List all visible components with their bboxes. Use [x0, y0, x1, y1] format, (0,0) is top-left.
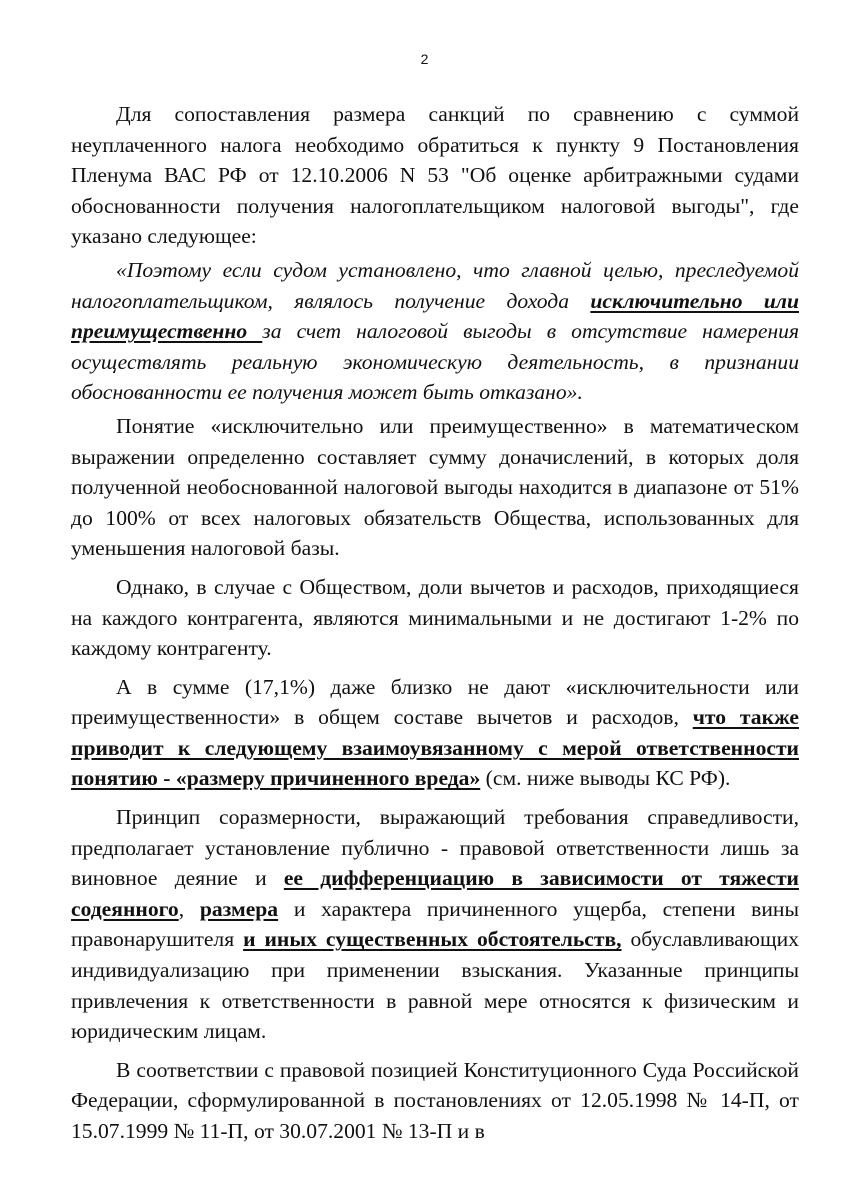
paragraph-3: Понятие «исключительно или преимущественно» в математическом выражении определенно составляет сумму доначислений, в которых доля полученной необоснованной налоговой выгоды находится в диапазоне от 51% до 100% от всех налоговых обязательств Общества, использованных для уменьшения налоговой базы. — [71, 413, 799, 561]
paragraph-6-part-3: и характера причиненного ущерба, степени вины правонарушителя — [71, 896, 799, 952]
paragraph-2-quote — [71, 255, 799, 408]
paragraph-6-part-1: Принцип соразмерности, выражающий требования справедливости, предполагает установление публично - правовой ответственности лишь за виновное деяние и — [71, 805, 799, 891]
document-body — [71, 99, 799, 1147]
paragraph-7: В соответствии с правовой позицией Конституционного Суда Российской Федерации, сформулированной в постановлениях от 12.05.1998 № 14-П, от 15.07.1999 № 11-П, от 30.07.2001 № 13-П и в — [71, 1057, 799, 1143]
paragraph-5-text-start: А в сумме (17,1%) даже близко не дают «исключительности или преимущественности» в общем составе вычетов и расходов, — [71, 674, 799, 730]
paragraph-6-emphasis-3: и иных существенных обстоятельств, — [243, 927, 622, 952]
quote-text-end: за счет налоговой выгоды в отсутствие намерения осуществлять реальную экономическую деятельность, в признании обоснованности ее получения может быть отказано». — [71, 319, 799, 405]
paragraph-5-text-end: (см. ниже выводы КС РФ). — [480, 766, 731, 791]
paragraph-6-part-2: , — [178, 896, 200, 921]
paragraph-5 — [71, 672, 799, 794]
paragraph-6-part-4: обуславливающих индивидуализацию при применении взыскания. Указанные принципы привлечения к ответственности в равной мере относятся к физическим и юридическим лицам. — [71, 927, 800, 1044]
paragraph-6-emphasis-1: ее дифференциацию в зависимости от тяжести содеянного — [71, 866, 799, 921]
paragraph-4: Однако, в случае с Обществом, доли вычетов и расходов, приходящиеся на каждого контрагента, являются минимальными и не достигают 1-2% по каждому контрагенту. — [71, 574, 799, 661]
quote-emphasis: исключительно или преимущественно — [71, 288, 799, 344]
paragraph-6 — [71, 802, 799, 1047]
quote-text-start: «Поэтому если судом установлено, что главной целью, преследуемой налогоплательщиком, являлось получение дохода — [71, 257, 799, 313]
paragraph-6-emphasis-2: размера — [199, 896, 279, 921]
paragraph-5-emphasis: что также приводит к следующему взаимоувязанному с мерой ответственности понятию - «размеру причиненного вреда» — [71, 705, 799, 791]
paragraph-1: Для сопоставления размера санкций по сравнению с суммой неуплаченного налога необходимо обратиться к пункту 9 Постановления Пленума ВАС РФ от 12.10.2006 N 53 "Об оценке арбитражными судами обоснованности получения налогоплательщиком налоговой выгоды", где указано следующее: — [71, 102, 799, 249]
page-number: 2 — [420, 51, 429, 67]
